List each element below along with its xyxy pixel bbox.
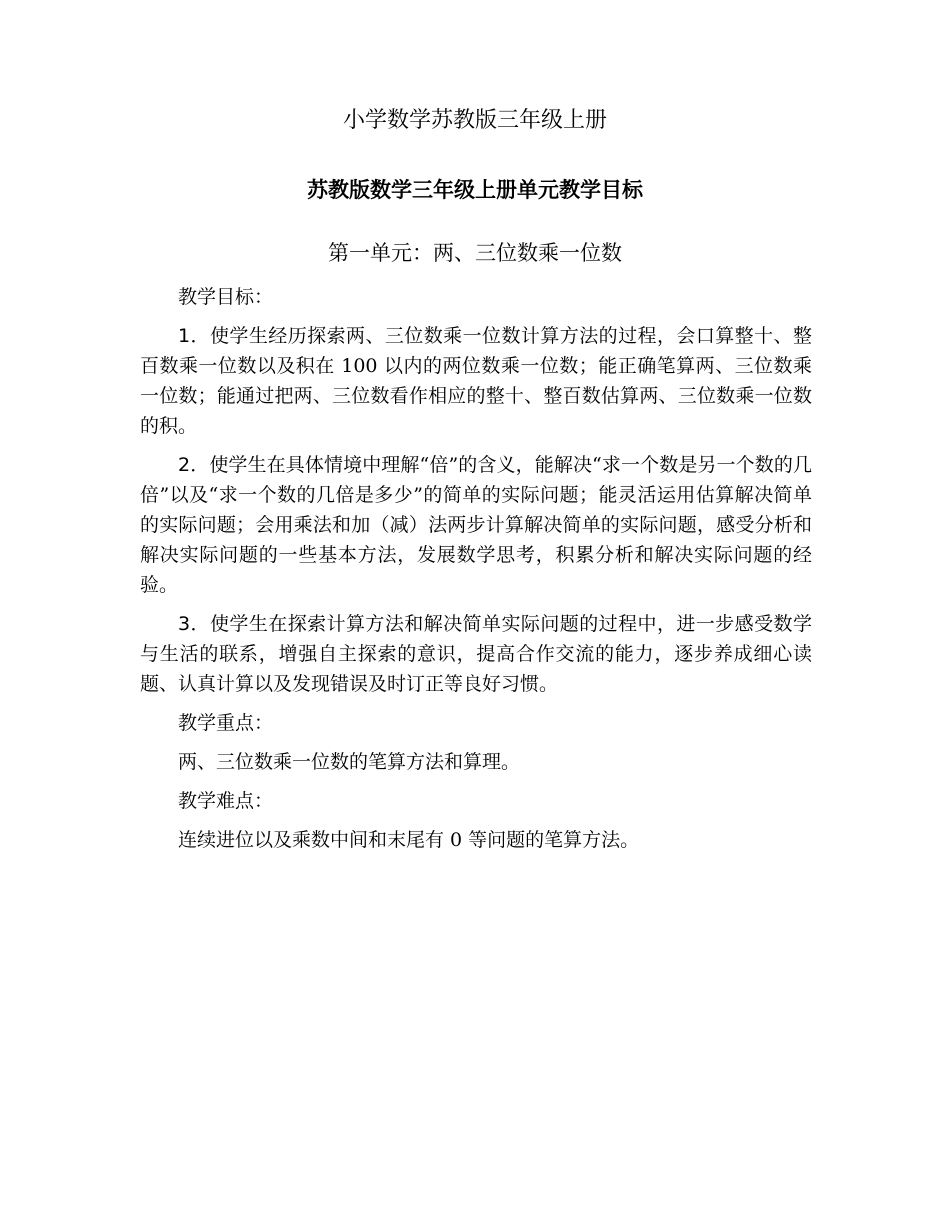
document-body (140, 282, 812, 864)
objective-text: ．使学生在具体情境中理解“倍”的含义，能解决“求一个数是另一个数的几倍”以及“求一个数的几倍是多少”的简单的实际问题；能灵活运用估算解决简单的实际问题；会用乘法和加（减）法两步计算解决简单的实际问题，感受分析和解决实际问题的一些基本方法，发展数学思考，积累分析和解决实际问题的经验。 (140, 454, 812, 596)
objective-number: 3 (178, 613, 191, 635)
difficulties-label: 教学难点： (178, 790, 274, 812)
objective-text: ．使学生经历探索两、三位数乘一位数计算方法的过程，会口算整十、整百数乘一位数以及积在 100 以内的两位数乘一位数；能正确笔算两、三位数乘一位数；能通过把两、三位数看作相应的整十、整百数估算两、三位数乘一位数的积。 (140, 325, 812, 437)
key-points-label: 教学重点： (178, 712, 274, 734)
difficulties-text: 连续进位以及乘数中间和末尾有 0 等问题的笔算方法。 (178, 829, 640, 851)
objective-number: 1 (178, 325, 191, 347)
objective-item-1 (140, 321, 812, 441)
objective-item-2 (140, 450, 812, 600)
document-title: 苏教版数学三年级上册单元教学目标 (307, 178, 643, 202)
unit-heading: 第一单元：两、三位数乘一位数 (328, 241, 622, 265)
key-points-text: 两、三位数乘一位数的笔算方法和算理。 (178, 751, 521, 773)
objectives-label: 教学目标： (178, 286, 274, 308)
objective-text: ．使学生在探索计算方法和解决简单实际问题的过程中，进一步感受数学与生活的联系，增强自主探索的意识，提高合作交流的能力，逐步养成细心读题、认真计算以及发现错误及时订正等良好习惯。 (140, 613, 812, 695)
objective-number: 2 (178, 454, 191, 476)
objective-item-3 (140, 609, 812, 699)
page-header: 小学数学苏教版三年级上册 (342, 108, 607, 133)
